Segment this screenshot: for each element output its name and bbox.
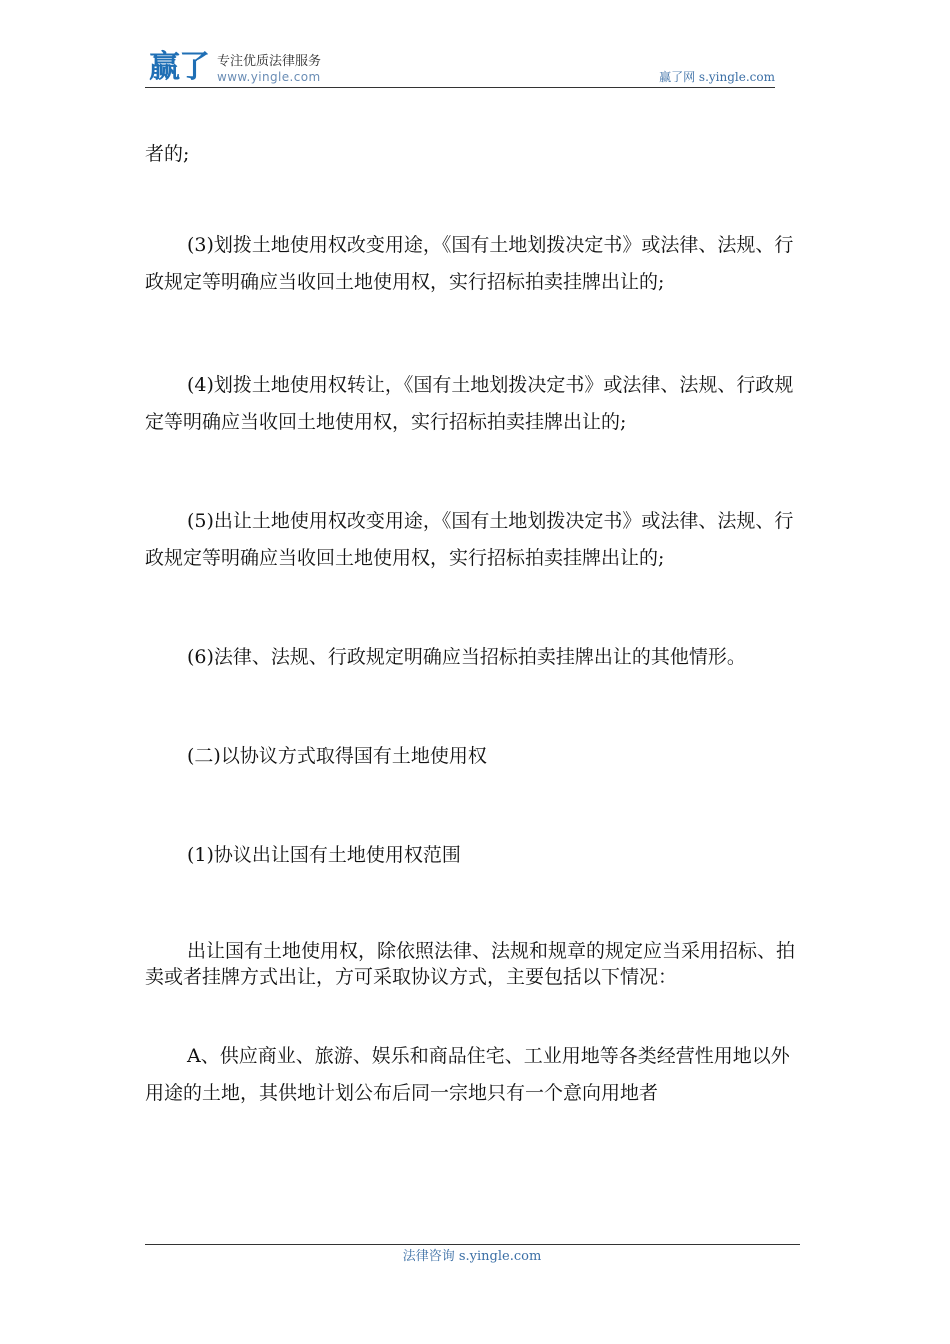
paragraph-item-6: (6)法律、法规、行政规定明确应当招标拍卖挂牌出让的其他情形。 xyxy=(187,646,746,668)
paragraph-item-a: A、供应商业、旅游、娱乐和商品住宅、工业用地等各类经营性用地以外用途的土地，其供地计划公布后同一宗地只有一个意向用地者 xyxy=(145,1045,790,1104)
paragraph-continuation: 者的; xyxy=(145,143,190,165)
yingle-logo[interactable]: 赢了 xyxy=(149,49,209,85)
paragraph-item-5: (5)出让土地使用权改变用途，《国有土地划拨决定书》或法律、法规、行政规定等明确应当收回土地使用权，实行招标拍卖挂牌出让的; xyxy=(145,510,794,569)
page-header xyxy=(145,48,775,90)
paragraph-item-4: (4)划拨土地使用权转让，《国有土地划拨决定书》或法律、法规、行政规定等明确应当收回土地使用权，实行招标拍卖挂牌出让的; xyxy=(145,374,794,433)
paragraph-scope: 出让国有土地使用权，除依照法律、法规和规章的规定应当采用招标、拍卖或者挂牌方式出让，方可采取协议方式，主要包括以下情况： xyxy=(145,940,796,988)
section-heading-2: (二)以协议方式取得国有土地使用权 xyxy=(187,745,487,767)
logo-tagline: 专注优质法律服务 xyxy=(217,54,322,69)
paragraph-item-3: (3)划拨土地使用权改变用途，《国有土地划拨决定书》或法律、法规、行政规定等明确应当收回土地使用权，实行招标拍卖挂牌出让的; xyxy=(145,234,794,293)
footer-link[interactable]: 法律咨询 s.yingle.com xyxy=(402,1249,542,1264)
header-divider xyxy=(145,87,775,88)
subsection-heading-1: (1)协议出让国有土地使用权范围 xyxy=(187,844,461,866)
header-site-link[interactable]: 赢了网 s.yingle.com xyxy=(659,70,775,84)
logo-url[interactable]: www.yingle.com xyxy=(217,70,321,84)
document-body xyxy=(145,128,805,1112)
footer-divider xyxy=(145,1244,800,1245)
